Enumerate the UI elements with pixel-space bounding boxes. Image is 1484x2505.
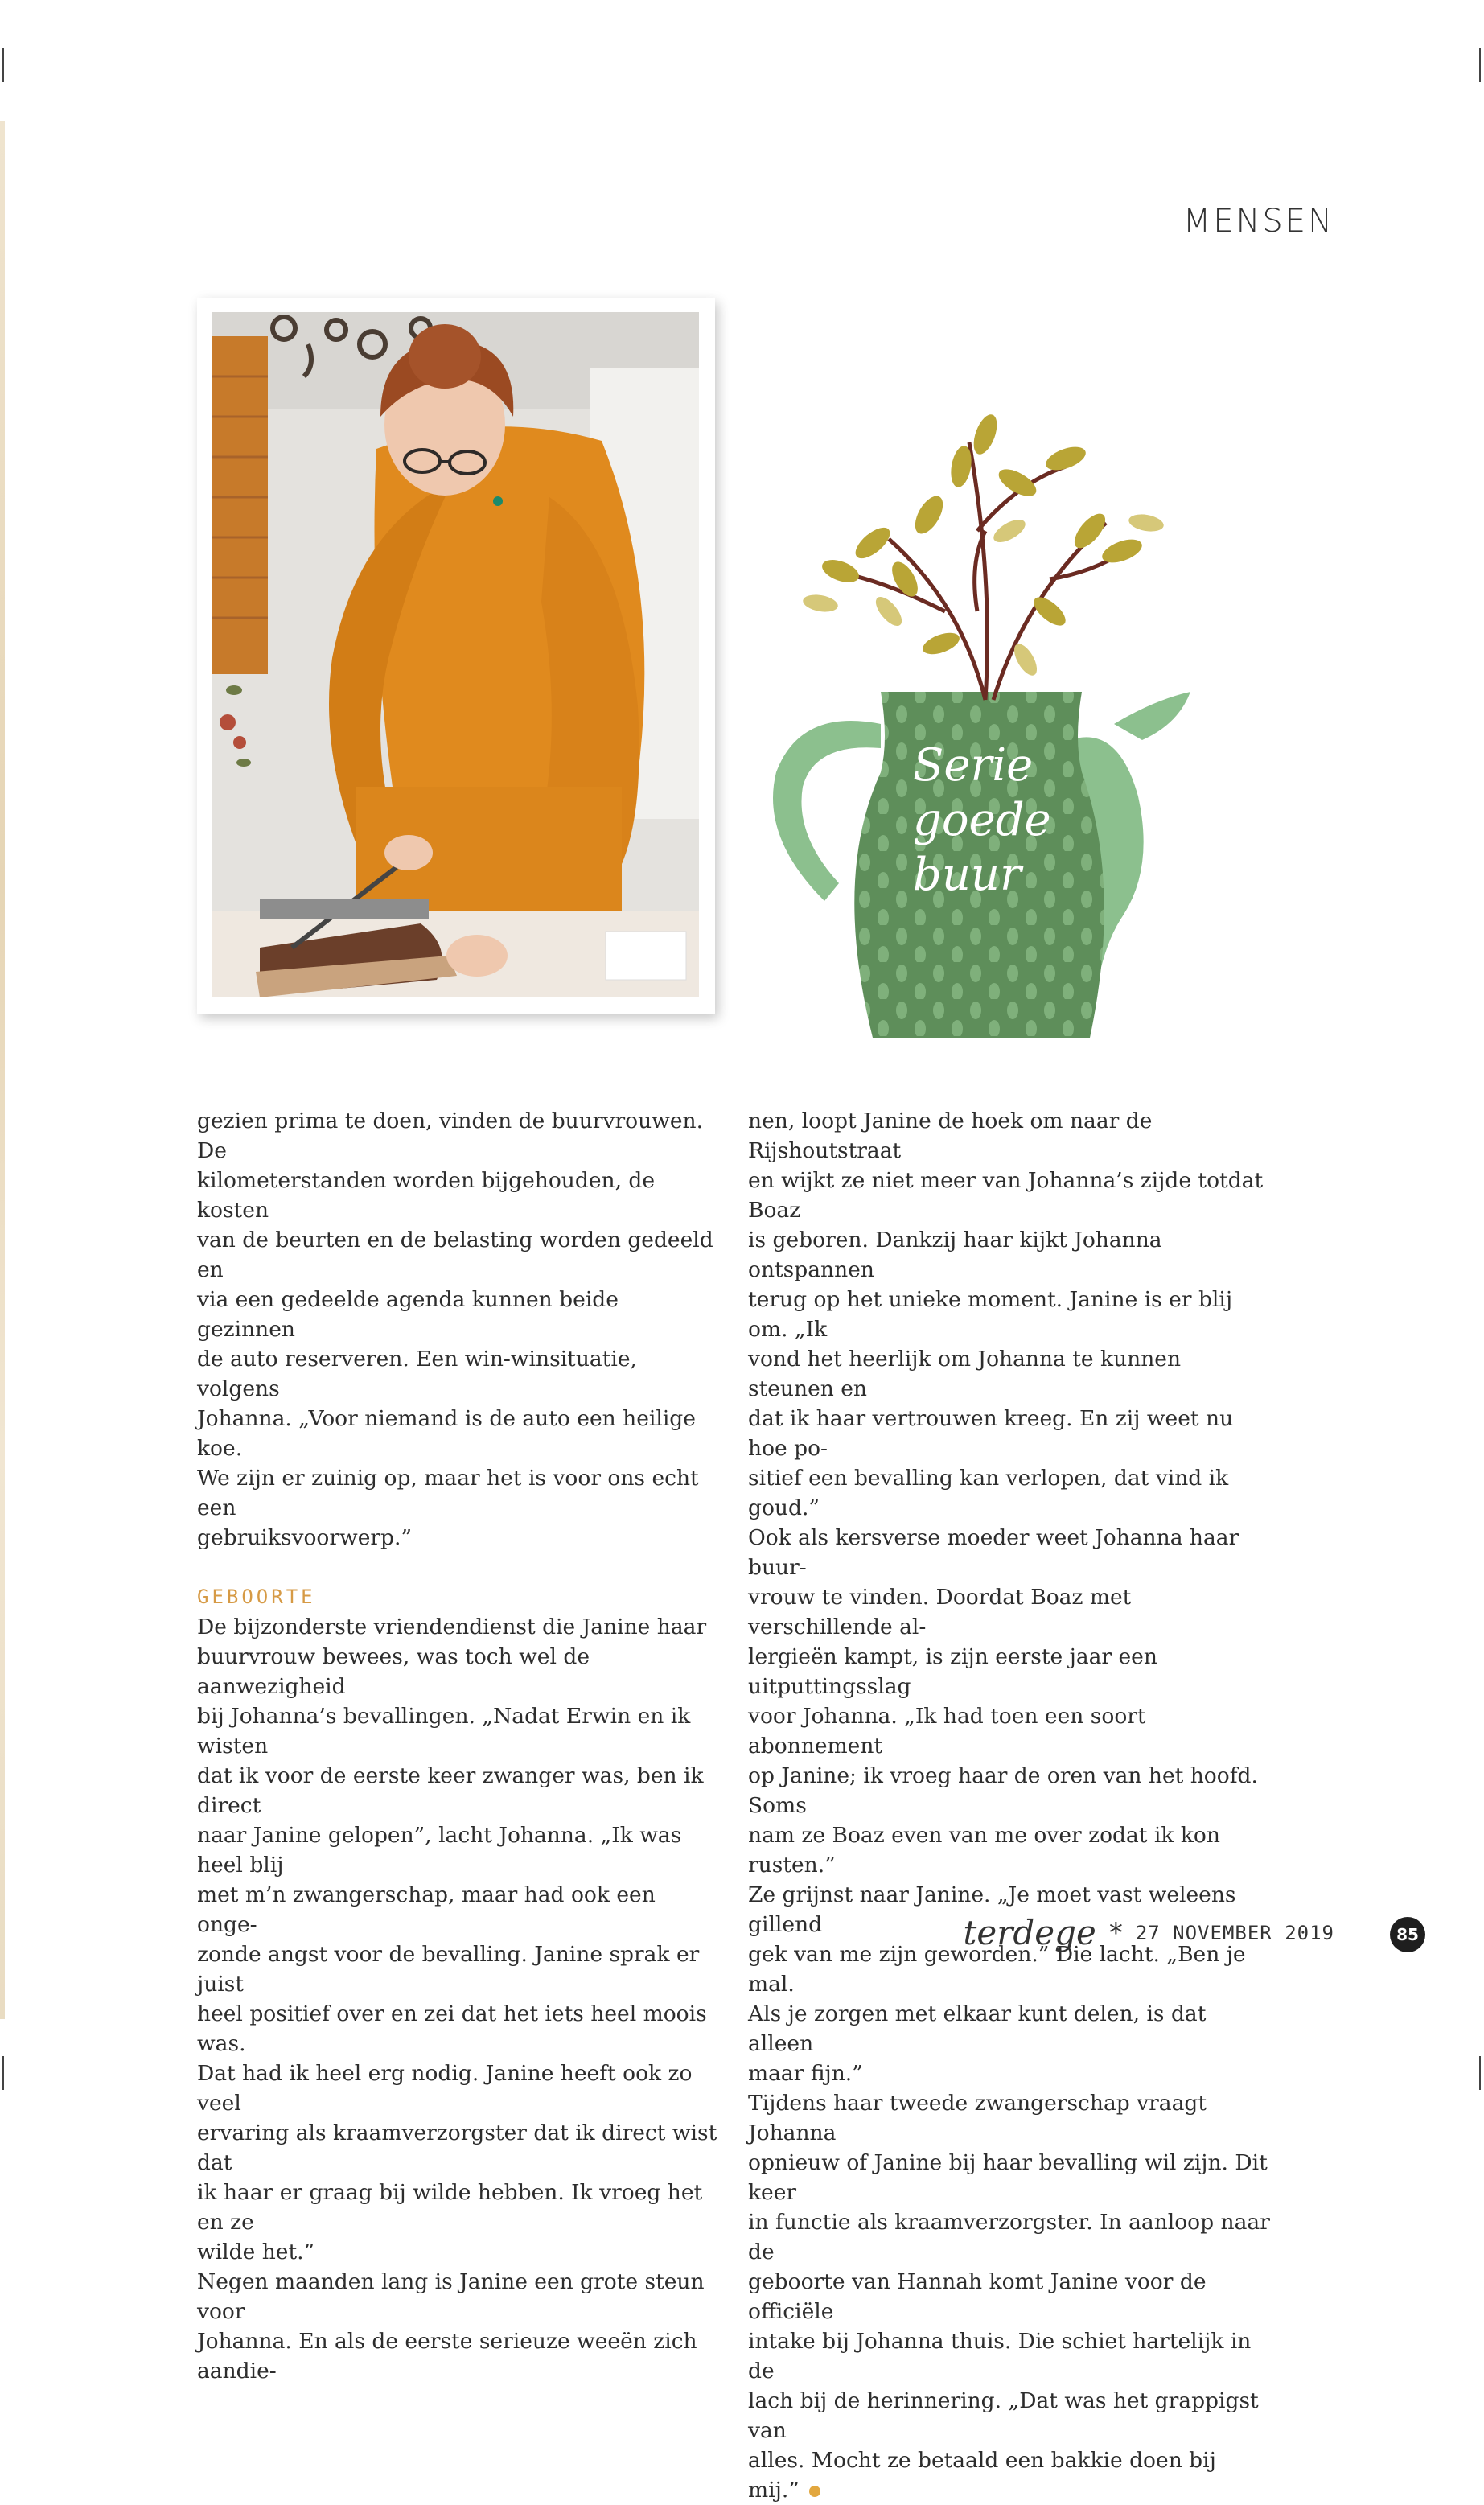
crop-mark-bottom-right <box>1479 2056 1481 2090</box>
issue-date: 27 NOVEMBER 2019 <box>1135 1921 1334 1944</box>
paragraph: nen, loopt Janine de hoek om naar de Rijshoutstraat en wijkt ze niet meer van Johanna’s zijde totdat Boaz is geboren. Dankzij haar kijkt Johanna ontspannen terug op het unieke moment. Janine is er blij om. „Ik vond het heerlijk om Johanna te kunnen steunen en dat ik haar vertrouwen kreeg. En zij weet nu hoe po- sitief een bevalling kan verlopen, dat vind ik goud.” Ook als kersverse moeder weet Johanna haar buur- vrouw te vinden. Doordat Boaz met verschillende al- lergieën kampt, is zijn eerste jaar een uitputtingsslag voor Johanna. „Ik had toen een soort abonnement op Janine; ik vroeg haar de oren van het hoofd. Soms nam ze Boaz even van me over zodat ik kon rusten.” Ze grijnst naar Janine. „Je moet vast weleens gillend gek van me zijn geworden.” Die lacht. „Ben je mal. Als je zorgen met elkaar kunt delen, is dat alleen maar fijn.” <box>748 1109 1264 2086</box>
asterisk-separator: * <box>1108 1916 1123 1949</box>
article-column-left <box>197 1106 720 2386</box>
magazine-brand: terdege <box>963 1913 1096 1952</box>
article-column-right <box>748 1106 1271 2505</box>
crop-mark-top-left <box>2 48 4 82</box>
subheading-geboorte: GEBOORTE <box>197 1586 316 1608</box>
section-label: MENSEN <box>1182 203 1334 240</box>
article-end-dot-icon <box>809 2486 820 2497</box>
photo-frame <box>197 298 715 1014</box>
series-title-line-1: Serie <box>913 739 1034 792</box>
page-footer <box>964 1913 1334 1952</box>
page-number: 85 <box>1390 1917 1425 1952</box>
series-title-line-3: buur <box>913 849 1022 901</box>
paragraph: De bijzonderste vriendendienst die Janine haar buurvrouw bewees, was toch wel de aanwezigheid bij Johanna’s bevallingen. „Nadat Erwin en ik wisten dat ik voor de eerste keer zwanger was, ben ik direct naar Janine gelopen”, lacht Johanna. „Ik was heel blij met m’n zwangerschap, maar had ook een onge- zonde angst voor de bevalling. Janine sprak er juist heel positief over en zei dat het iets heel moois was. Dat had ik heel erg nodig. Janine heeft ook zo veel ervaring als kraamverzorgster dat ik direct wist dat ik haar er graag bij wilde hebben. Ik vroeg het en ze wilde het.” <box>197 1614 717 2264</box>
woman-cutting-cake-photo <box>212 312 699 997</box>
teapot-vase-illustration <box>744 370 1267 1038</box>
page-edge-strip <box>0 121 5 2019</box>
crop-mark-top-right <box>1479 48 1481 82</box>
series-title-line-2: goede <box>913 794 1051 846</box>
paragraph: Negen maanden lang is Janine een grote steun voor Johanna. En als de eerste serieuze weeën zich aandie- <box>197 2269 705 2384</box>
paragraph: gezien prima te doen, vinden de buurvrouwen. De kilometerstanden worden bijgehouden, de kosten van de beurten en de belasting worden gedeeld en via een gedeelde agenda kunnen beide gezinnen de auto reserveren. Een win-winsituatie, volgens Johanna. „Voor niemand is de auto een heilige koe. We zijn er zuinig op, maar het is voor ons echt een gebruiksvoorwerp.” <box>197 1109 713 1550</box>
crop-mark-bottom-left <box>2 2056 4 2090</box>
series-title <box>913 738 1090 903</box>
paragraph: Tijdens haar tweede zwangerschap vraagt Johanna opnieuw of Janine bij haar bevalling wil zijn. Dit keer in functie als kraamverzorgster. In aanloop naar de geboorte van Hannah komt Janine voor de officiële intake bij Johanna thuis. Die schiet hartelijk in de lach bij de herinnering. „Dat was het grappigst van alles. Mocht ze betaald een bakkie doen bij mij.” <box>748 2091 1270 2503</box>
